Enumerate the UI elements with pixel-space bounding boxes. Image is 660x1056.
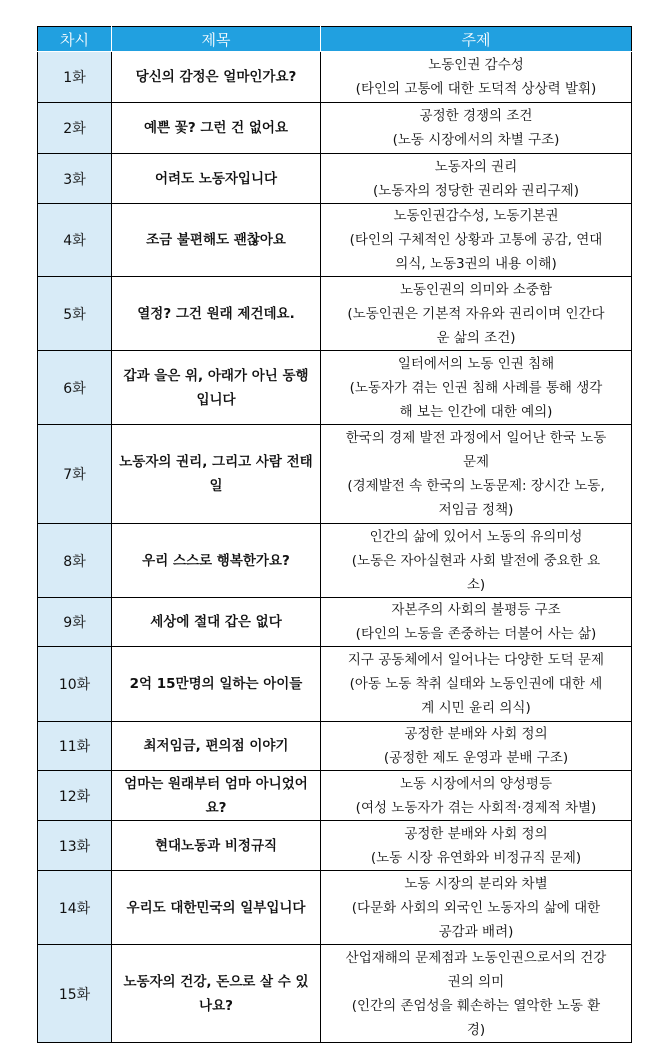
- topic-line: 저임금 정책): [438, 502, 514, 518]
- topic-line: 운 삶의 조건): [436, 329, 516, 346]
- topic-cell: [321, 52, 632, 103]
- topic-line: (아동 노동 착취 실태와 노동인권에 대한 세: [349, 676, 603, 692]
- topic-line: (여성 노동자가 겪는 사회적·경제적 차별): [355, 799, 597, 816]
- topic-line: 의식, 노동3권의 내용 이해): [395, 256, 557, 272]
- topic-line: (다문화 사회의 외국인 노동자의 삶에 대한: [351, 899, 601, 916]
- topic-cell: [321, 351, 632, 425]
- topic-line: 인간의 삶에 있어서 노동의 유의미성: [369, 528, 583, 545]
- episode-cell: 10화: [38, 647, 112, 722]
- topic-cell: [321, 598, 632, 647]
- topic-cell: [321, 945, 632, 1043]
- topic-line: (공정한 제도 운영과 분배 구조): [383, 750, 569, 766]
- table-row: [38, 722, 632, 771]
- table-row: [38, 871, 632, 945]
- topic-cell: [321, 647, 632, 722]
- topic-line: 계 시민 윤리 의식): [421, 700, 531, 716]
- topic-line: 공감과 배려): [438, 923, 514, 940]
- episode-cell: 2화: [38, 103, 112, 154]
- topic-cell: [321, 821, 632, 871]
- topic-cell: [321, 154, 632, 204]
- topic-line: 공정한 분배와 사회 정의: [404, 726, 548, 742]
- table-row: [38, 103, 632, 154]
- title-cell: 어려도 노동자입니다: [112, 154, 321, 204]
- table-row: [38, 351, 632, 425]
- topic-line: 자본주의 사회의 불평등 구조: [391, 602, 561, 618]
- topic-line: (노동은 자아실현과 사회 발전에 중요한 요: [351, 552, 601, 569]
- topic-line: 한국의 경제 발전 과정에서 일어난 한국 노동: [345, 430, 607, 446]
- topic-line: 경): [466, 1021, 486, 1038]
- topic-line: (타인의 고통에 대한 도덕적 상상력 발휘): [355, 81, 597, 97]
- title-cell: 예쁜 꽃? 그런 건 없어요: [112, 103, 321, 154]
- topic-line: 소): [466, 576, 486, 593]
- episode-cell: 12화: [38, 771, 112, 821]
- table-row: [38, 52, 632, 103]
- episode-cell: 13화: [38, 821, 112, 871]
- title-cell: 세상에 절대 갑은 없다: [112, 598, 321, 647]
- topic-cell: [321, 204, 632, 277]
- topic-line: 일터에서의 노동 인권 침해: [397, 355, 555, 372]
- title-cell: 우리도 대한민국의 일부입니다: [112, 871, 321, 945]
- title-cell: 엄마는 원래부터 엄마 아니었어요?: [112, 771, 321, 821]
- topic-line: 노동자의 권리: [434, 158, 518, 175]
- table-row: [38, 425, 632, 524]
- table-row: [38, 647, 632, 722]
- topic-line: 권의 의미: [447, 973, 505, 990]
- topic-cell: [321, 524, 632, 598]
- episode-cell: 5화: [38, 277, 112, 351]
- topic-line: 지구 공동체에서 일어나는 다양한 도덕 문제: [347, 652, 605, 668]
- episode-cell: 6화: [38, 351, 112, 425]
- table-row: [38, 945, 632, 1043]
- title-cell: 현대노동과 비정규직: [112, 821, 321, 871]
- title-cell: 최저임금, 편의점 이야기: [112, 722, 321, 771]
- episode-cell: 8화: [38, 524, 112, 598]
- table-body: [38, 52, 632, 1043]
- topic-line: (노동자의 정당한 권리와 권리구제): [373, 182, 579, 199]
- curriculum-table: [37, 26, 632, 1043]
- topic-line: (노동자가 겪는 인권 침해 사례를 통해 생각: [349, 379, 603, 396]
- topic-line: (타인의 노동을 존중하는 더불어 사는 삶): [355, 626, 597, 642]
- title-cell: 갑과 을은 위, 아래가 아닌 동행입니다: [112, 351, 321, 425]
- topic-line: 해 보는 인간에 대한 예의): [399, 403, 553, 420]
- title-cell: 조금 불편해도 괜찮아요: [112, 204, 321, 277]
- topic-line: 문제: [462, 454, 490, 470]
- topic-line: (타인의 구체적인 상황과 고통에 공감, 연대: [349, 232, 603, 248]
- episode-cell: 11화: [38, 722, 112, 771]
- title-cell: 우리 스스로 행복한가요?: [112, 524, 321, 598]
- topic-cell: [321, 425, 632, 524]
- topic-line: 산업재해의 문제점과 노동인권으로서의 건강: [345, 949, 607, 966]
- topic-cell: [321, 722, 632, 771]
- topic-line: (노동 시장에서의 차별 구조): [392, 132, 560, 148]
- title-cell: 노동자의 건강, 돈으로 살 수 있나요?: [112, 945, 321, 1043]
- topic-line: 노동인권 감수성: [428, 57, 524, 73]
- header-topic: 주제: [321, 27, 632, 52]
- table-row: [38, 204, 632, 277]
- header-row: [38, 27, 632, 52]
- header-title: 제목: [112, 27, 321, 52]
- topic-line: (노동 시장 유연화와 비정규직 문제): [370, 849, 582, 866]
- topic-cell: [321, 277, 632, 351]
- episode-cell: 15화: [38, 945, 112, 1043]
- episode-cell: 3화: [38, 154, 112, 204]
- title-cell: 당신의 감정은 얼마인가요?: [112, 52, 321, 103]
- episode-cell: 9화: [38, 598, 112, 647]
- table-row: [38, 277, 632, 351]
- topic-line: 공정한 분배와 사회 정의: [404, 825, 548, 842]
- table-row: [38, 598, 632, 647]
- episode-cell: 7화: [38, 425, 112, 524]
- topic-line: 노동 시장에서의 양성평등: [399, 775, 553, 792]
- episode-cell: 1화: [38, 52, 112, 103]
- episode-cell: 4화: [38, 204, 112, 277]
- topic-line: 노동인권감수성, 노동기본권: [393, 208, 559, 224]
- table-row: [38, 821, 632, 871]
- topic-line: 공정한 경쟁의 조건: [419, 108, 533, 124]
- header-episode: 차시: [38, 27, 112, 52]
- table-row: [38, 154, 632, 204]
- topic-line: (인간의 존엄성을 훼손하는 열악한 노동 환: [351, 997, 601, 1014]
- topic-cell: [321, 871, 632, 945]
- title-cell: 노동자의 권리, 그리고 사람 전태일: [112, 425, 321, 524]
- topic-line: (경제발전 속 한국의 노동문제: 장시간 노동,: [347, 478, 605, 494]
- topic-line: 노동인권의 의미와 소중함: [399, 281, 553, 298]
- topic-line: 노동 시장의 분리와 차별: [404, 875, 548, 892]
- title-cell: 2억 15만명의 일하는 아이들: [112, 647, 321, 722]
- topic-cell: [321, 771, 632, 821]
- topic-line: (노동인권은 기본적 자유와 권리이며 인간다: [347, 305, 605, 322]
- episode-cell: 14화: [38, 871, 112, 945]
- table-row: [38, 771, 632, 821]
- table-row: [38, 524, 632, 598]
- topic-cell: [321, 103, 632, 154]
- title-cell: 열정? 그건 원래 제건데요.: [112, 277, 321, 351]
